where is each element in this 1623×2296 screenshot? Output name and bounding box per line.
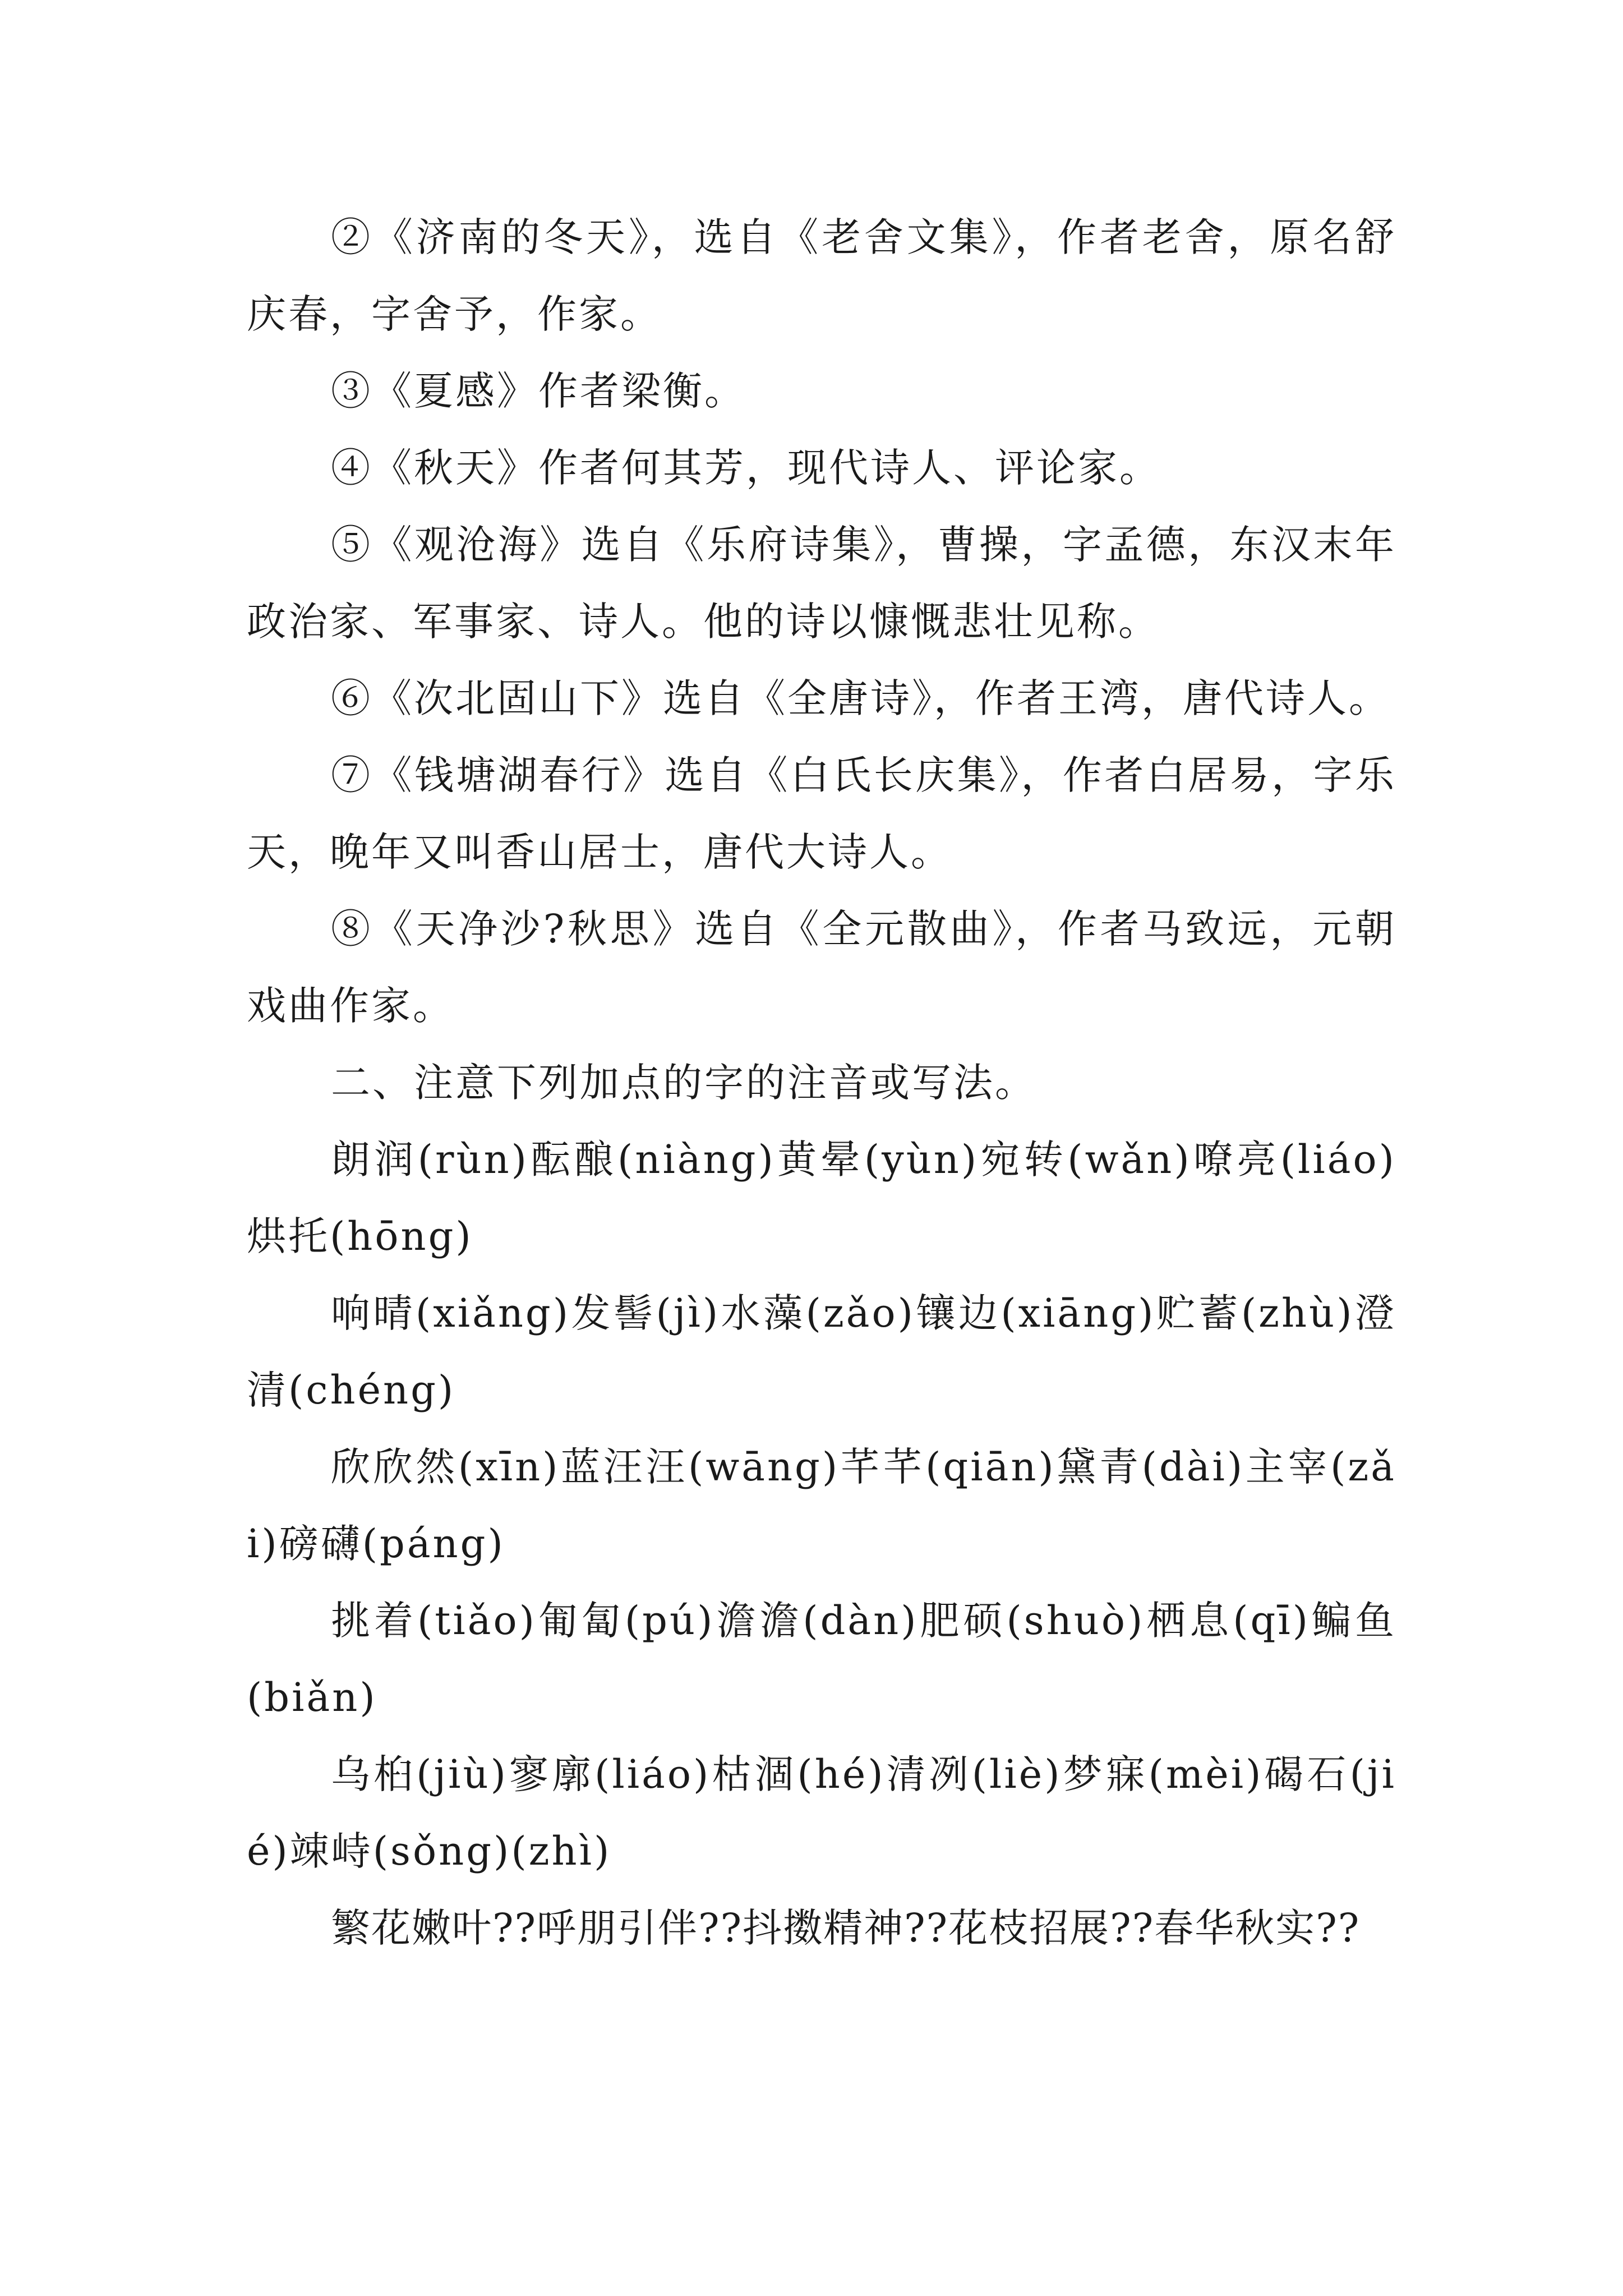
paragraph-beigu-mountain: ⑥《次北固山下》选自《全唐诗》，作者王湾，唐代诗人。: [331, 675, 1390, 721]
paragraph-summer-feeling: ③《夏感》作者梁衡。: [331, 368, 746, 414]
section-heading-pronunciation: 二、注意下列加点的字的注音或写法。: [331, 1060, 1036, 1106]
pinyin-list-4: 挑着(tiǎo)匍匐(pú)澹澹(dàn)肥硕(shuò)栖息(qī)鳊鱼(biǎn): [247, 1598, 1396, 1720]
paragraph-qiantang-lake: ⑦《钱塘湖春行》选自《白氏长庆集》，作者白居易，字乐天，晚年又叫香山居士，唐代大诗人。: [247, 752, 1396, 875]
paragraph-tianjingsha: ⑧《天净沙?秋思》选自《全元散曲》，作者马致远，元朝戏曲作家。: [247, 906, 1396, 1029]
paragraph-autumn: ④《秋天》作者何其芳，现代诗人、评论家。: [331, 445, 1161, 491]
pinyin-list-2: 响晴(xiǎng)发髻(jì)水藻(zǎo)镶边(xiāng)贮蓄(zhù)澄清(chéng): [247, 1290, 1396, 1413]
document-body: [247, 199, 1396, 1967]
pinyin-list-3: 欣欣然(xīn)蓝汪汪(wāng)芊芊(qiān)黛青(dài)主宰(zǎi)磅礴(páng): [247, 1444, 1396, 1567]
paragraph-viewing-sea: ⑤《观沧海》选自《乐府诗集》，曹操，字孟德，东汉末年政治家、军事家、诗人。他的诗以慷慨悲壮见称。: [247, 522, 1396, 645]
paragraph-jinan-winter: ②《济南的冬天》，选自《老舍文集》，作者老舍，原名舒庆春，字舍予，作家。: [247, 214, 1396, 337]
pinyin-list-5: 乌桕(jiù)寥廓(liáo)枯涸(hé)清冽(liè)梦寐(mèi)碣石(jié)竦峙(sǒng)(zhì): [247, 1751, 1396, 1874]
idiom-list: 繁花嫩叶??呼朋引伴??抖擞精神??花枝招展??春华秋实??: [331, 1905, 1361, 1951]
pinyin-list-1: 朗润(rùn)酝酿(niàng)黄晕(yùn)宛转(wǎn)嘹亮(liáo)烘托(hōng): [247, 1137, 1396, 1259]
